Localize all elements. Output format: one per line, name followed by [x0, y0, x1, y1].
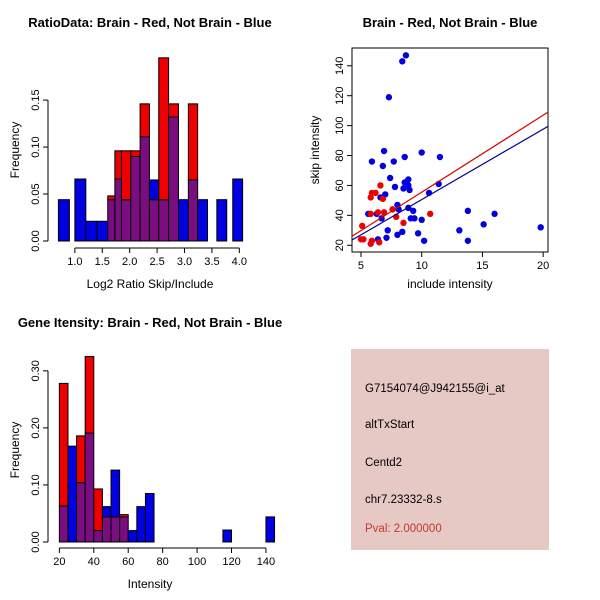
data-point-blue: [406, 187, 412, 193]
y-tick-label: 0.00: [30, 230, 42, 252]
hist-bar-purple: [169, 117, 179, 241]
y-tick-label: 140: [334, 56, 346, 75]
gene-hist-bars: [59, 357, 274, 542]
data-point-blue: [421, 238, 427, 244]
hist-bar-purple: [149, 200, 158, 241]
data-point-blue: [394, 232, 400, 238]
data-point-red: [380, 196, 386, 202]
x-tick-label: 10: [415, 260, 428, 272]
x-tick-label: 2.5: [149, 256, 165, 268]
x-tick-label: 2.0: [122, 256, 138, 268]
hist-bar-blue: [233, 179, 243, 241]
y-tick-label: 120: [334, 86, 346, 105]
hist-bar-blue: [75, 179, 86, 241]
data-point-blue: [369, 158, 375, 164]
x-tick-label: 3.0: [176, 256, 193, 268]
hist-bar-purple: [159, 200, 169, 241]
hist-bar-red: [121, 151, 130, 200]
y-tick-label: 0.05: [30, 183, 42, 205]
data-point-blue: [402, 154, 408, 160]
y-tick-label: 0.30: [30, 360, 42, 382]
hist-bar-blue: [145, 494, 154, 542]
hist-bar-purple: [77, 483, 86, 542]
hist-bar-purple: [59, 506, 68, 542]
hist-bar-red: [159, 58, 169, 200]
scatter-xlabel: include intensity: [407, 277, 493, 291]
hist-bar-blue: [68, 446, 77, 542]
data-point-blue: [399, 58, 405, 64]
hist-bar-red: [120, 515, 129, 517]
data-point-blue: [491, 211, 497, 217]
data-point-red: [368, 241, 374, 247]
hist-bar-purple: [131, 156, 140, 241]
ratio-histogram-plot: [0, 0, 300, 300]
x-tick-label: 3.5: [204, 256, 220, 268]
data-point-blue: [408, 215, 414, 221]
data-point-red: [427, 211, 433, 217]
gene-name-text: Centd2: [365, 457, 403, 469]
hist-bar-red: [77, 436, 86, 483]
y-tick-label: 100: [334, 116, 346, 135]
data-point-blue: [419, 217, 425, 223]
data-point-red: [377, 182, 383, 188]
brain-fit-line: [352, 112, 548, 236]
gene-hist-ylabel: Frequency: [8, 421, 22, 479]
y-tick-label: 80: [334, 149, 346, 162]
data-point-blue: [403, 52, 409, 58]
x-tick-label: 60: [122, 556, 135, 568]
x-tick-label: 1.0: [67, 256, 83, 268]
data-point-blue: [465, 208, 471, 214]
hist-bar-blue: [111, 470, 120, 517]
hist-bar-blue: [198, 200, 208, 241]
hist-bar-purple: [108, 200, 115, 241]
data-point-red: [360, 236, 366, 242]
hist-bar-red: [188, 104, 197, 180]
y-tick-label: 0.00: [30, 531, 42, 553]
x-tick-label: 80: [156, 556, 169, 568]
y-tick-label: 60: [334, 179, 346, 192]
genomic-location-text: chr7.23332-8.s: [365, 494, 442, 506]
x-tick-label: 20: [53, 556, 66, 568]
hist-bar-blue: [86, 221, 97, 241]
hist-bar-red: [59, 383, 68, 506]
data-point-red: [368, 211, 374, 217]
intensity-scatter-points: [358, 52, 544, 247]
x-tick-label: 100: [187, 556, 207, 568]
data-point-blue: [391, 158, 397, 164]
gene-hist-title: Gene Itensity: Brain - Red, Not Brain - Blue: [17, 315, 283, 330]
hist-bar-purple: [115, 179, 122, 241]
data-point-blue: [538, 224, 544, 230]
data-point-blue: [385, 227, 391, 233]
data-point-blue: [419, 149, 425, 155]
x-tick-label: 140: [256, 556, 276, 568]
gene-hist-xlabel: Intensity: [127, 577, 173, 591]
data-point-blue: [381, 148, 387, 154]
data-point-blue: [387, 175, 393, 181]
hist-bar-red: [169, 104, 179, 117]
hist-bar-blue: [58, 200, 69, 241]
hist-bar-blue: [97, 221, 108, 241]
panel-gene-histogram: [0, 300, 300, 600]
hist-bar-purple: [140, 137, 149, 241]
data-point-blue: [480, 221, 486, 227]
data-point-red: [376, 239, 382, 245]
gene-histogram-plot: [0, 300, 300, 600]
panel-intensity-scatter: [300, 0, 600, 300]
hist-bar-red: [108, 196, 115, 200]
y-tick-label: 0.20: [29, 417, 42, 439]
data-point-blue: [410, 208, 416, 214]
x-tick-label: 4.0: [231, 256, 247, 268]
data-point-blue: [392, 184, 398, 190]
y-tick-label: 0.10: [30, 474, 42, 496]
y-tick-label: 20: [334, 239, 346, 252]
data-point-blue: [386, 94, 392, 100]
data-point-red: [375, 209, 381, 215]
ratio-hist-ylabel: Frequency: [8, 121, 22, 179]
data-point-blue: [456, 227, 462, 233]
hist-bar-blue: [102, 507, 111, 517]
hist-bar-red: [140, 104, 149, 137]
data-point-red: [368, 194, 374, 200]
data-point-blue: [383, 235, 389, 241]
hist-bar-blue: [178, 200, 188, 241]
scatter-title: Brain - Red, Not Brain - Blue: [362, 15, 538, 30]
hist-bar-purple: [94, 531, 103, 542]
data-point-blue: [380, 163, 386, 169]
hist-bar-red: [94, 489, 103, 531]
y-tick-label: 0.15: [30, 89, 42, 111]
hist-bar-blue: [149, 180, 158, 200]
hist-bar-purple: [102, 517, 111, 542]
data-point-blue: [415, 230, 421, 236]
hist-bar-red: [85, 357, 94, 433]
hist-bar-purple: [111, 517, 120, 542]
hist-bar-purple: [188, 180, 197, 241]
panel-ratio-histogram: [0, 0, 300, 300]
x-tick-label: 120: [222, 556, 241, 568]
x-tick-label: 40: [87, 556, 100, 568]
hist-bar-blue: [223, 530, 232, 542]
probe-id-text: G7154074@J942155@i_at: [365, 383, 505, 395]
x-tick-label: 15: [476, 260, 489, 272]
data-point-blue: [400, 185, 406, 191]
y-tick-label: 40: [334, 209, 346, 222]
hist-bar-blue: [217, 200, 227, 241]
hist-bar-purple: [120, 517, 129, 542]
ratio-hist-bars: [58, 58, 242, 241]
y-tick-label: 0.10: [30, 136, 42, 158]
x-tick-label: 1.5: [94, 256, 110, 268]
data-point-blue: [465, 238, 471, 244]
hist-bar-red: [131, 151, 140, 157]
ratio-hist-xlabel: Log2 Ratio Skip/Include: [86, 277, 214, 291]
scatter-ylabel: skip intensity: [308, 115, 322, 185]
hist-bar-blue: [137, 507, 146, 542]
data-point-red: [400, 220, 406, 226]
ratio-hist-title: RatioData: Brain - Red, Not Brain - Blue: [28, 15, 272, 30]
hist-bar-blue: [266, 517, 275, 542]
gene-info-box: [351, 349, 549, 550]
hist-bar-red: [115, 151, 122, 179]
x-tick-label: 5: [357, 260, 365, 272]
hist-bar-purple: [121, 200, 130, 241]
data-point-blue: [437, 154, 443, 160]
intensity-scatter-plot: [300, 0, 600, 300]
hist-bar-purple: [85, 433, 94, 542]
x-tick-label: 20: [537, 260, 550, 272]
pval-text: Pval: 2.000000: [365, 523, 442, 535]
event-type-text: altTxStart: [365, 419, 415, 431]
hist-bar-blue: [128, 531, 137, 542]
panel-gene-info: [300, 300, 600, 600]
